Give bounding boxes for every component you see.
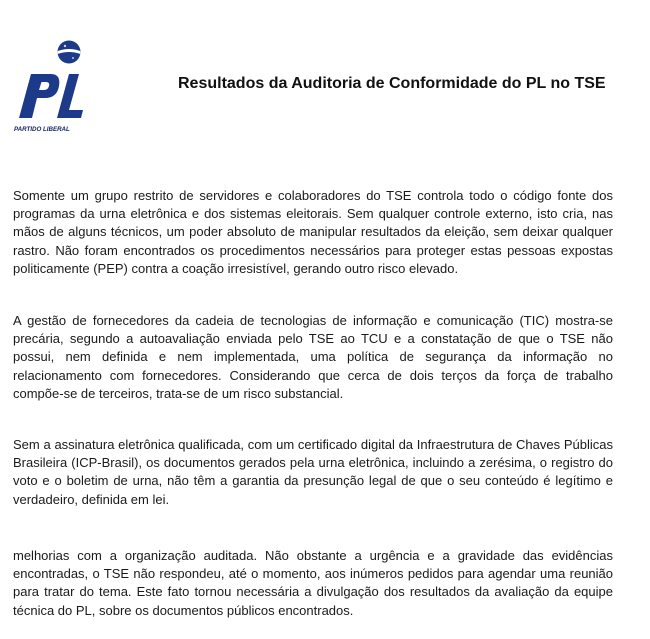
globe-icon — [58, 41, 81, 64]
pl-logo-graphic — [13, 40, 85, 135]
pl-letters — [19, 74, 83, 118]
document-title: Resultados da Auditoria de Conformidade do PL no TSE — [178, 75, 606, 92]
paragraph-tse-response: melhorias com a organização auditada. Não obstante a urgência e a gravidade das evidências encontradas, o TSE não respondeu, até o momento, aos inúmeros pedidos para agendar uma reunião para tratar do tema. Este fato tornou necessária a divulgação dos resultados da avaliação da equipe técnica do PL, sobre os documentos públicos encontrados. — [13, 548, 613, 618]
paragraph-source-code-control: Somente um grupo restrito de servidores e colaboradores do TSE controla todo o código fonte dos programas da urna eletrônica e dos sistemas eleitorais. Sem qualquer controle externo, isto cria, nas mãos de alguns técnicos, um poder absoluto de manipular resultados da eleição, sem deixar qualquer rastro. Não foram encontrados os procedimentos necessários para proteger estas pessoas expostas politicamente (PEP) contra a coação irresistível, gerando outro risco elevado. — [13, 188, 613, 276]
party-logo — [13, 40, 85, 135]
party-name-text: PARTIDO LIBERAL — [14, 126, 70, 133]
paragraph-electronic-signature: Sem a assinatura eletrônica qualificada, com um certificado digital da Infraestrutura de Chaves Públicas Brasileira (ICP-Brasil), os documentos gerados pela urna eletrônica, incluindo a zerésima, o registro do voto e o boletim de urna, não têm a garantia da presunção legal de que o seu conteúdo é legítimo e verdadeiro, definida em lei. — [13, 437, 613, 507]
paragraph-supplier-management: A gestão de fornecedores da cadeia de tecnologias de informação e comunicação (TIC) mostra-se precária, segundo a autoavaliação enviada pelo TSE ao TCU e a constatação de que o TSE não possui, nem definida e nem implementada, uma política de segurança da informação no relacionamento com fornecedores. Considerando que cerca de dois terços da força de trabalho compõe-se de terceiros, trata-se de um risco substancial. — [13, 313, 613, 401]
